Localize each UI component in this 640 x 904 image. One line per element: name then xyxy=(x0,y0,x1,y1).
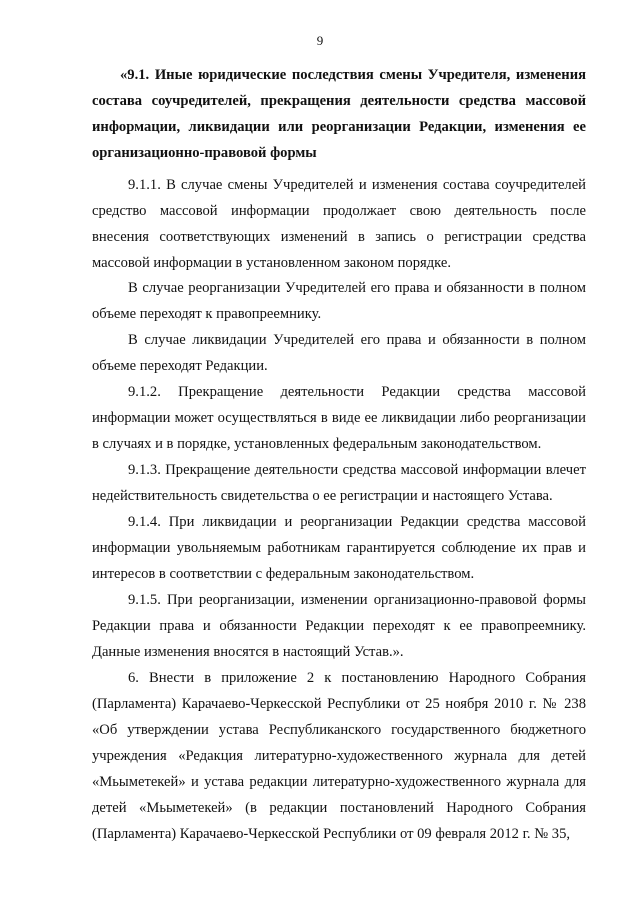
paragraph-9-1-5: 9.1.5. При реорганизации, изменении организационно-правовой формы Редакции права и обязанности Редакции переходят к ее правопреемнику. Данные изменения вносятся в настоящий Устав.». xyxy=(92,592,586,660)
paragraph-founder-liquidation: В случае ликвидации Учредителей его права и обязанности в полном объеме переходят Редакции. xyxy=(92,332,586,374)
paragraph-item-6: 6. Внести в приложение 2 к постановлению Народного Собрания (Парламента) Карачаево-Черкесской Республики от 25 ноября 2010 г. № 238 «Об утверждении устава Республиканского государственного бюджетного учреждения «Редакция литературно-художественного журнала для детей «Мьыметекей» и устава редакции литературно-художественного журнала для детей «Мьыметекей» (в редакции постановлений Народного Собрания (Парламента) Карачаево-Черкесской Республики от 09 февраля 2012 г. № 35, xyxy=(92,670,586,842)
page-number: 9 xyxy=(316,33,324,48)
paragraph-founder-reorganization: В случае реорганизации Учредителей его права и обязанности в полном объеме переходят к правопреемнику. xyxy=(92,280,586,322)
paragraph-9-1-2: 9.1.2. Прекращение деятельности Редакции средства массовой информации может осуществляться в виде ее ликвидации либо реорганизации в случаях и в порядке, установленных федеральным законодательством. xyxy=(92,384,586,452)
paragraph-9-1-4: 9.1.4. При ликвидации и реорганизации Редакции средства массовой информации увольняемым работникам гарантируется соблюдение их прав и интересов в соответствии с федеральным законодательством. xyxy=(92,514,586,582)
paragraph-9-1-1: 9.1.1. В случае смены Учредителей и изменения состава соучредителей средство массовой информации продолжает свою деятельность после внесения соответствующих изменений в запись о регистрации средства массовой информации в установленном законом порядке. xyxy=(92,177,586,271)
paragraph-9-1-3: 9.1.3. Прекращение деятельности средства массовой информации влечет недействительность свидетельства о ее регистрации и настоящего Устава. xyxy=(92,462,586,504)
section-heading: «9.1. Иные юридические последствия смены Учредителя, изменения состава соучредителей, прекращения деятельности средства массовой информации, ликвидации или реорганизации Редакции, изменения ее организационно-правовой формы xyxy=(92,67,586,161)
